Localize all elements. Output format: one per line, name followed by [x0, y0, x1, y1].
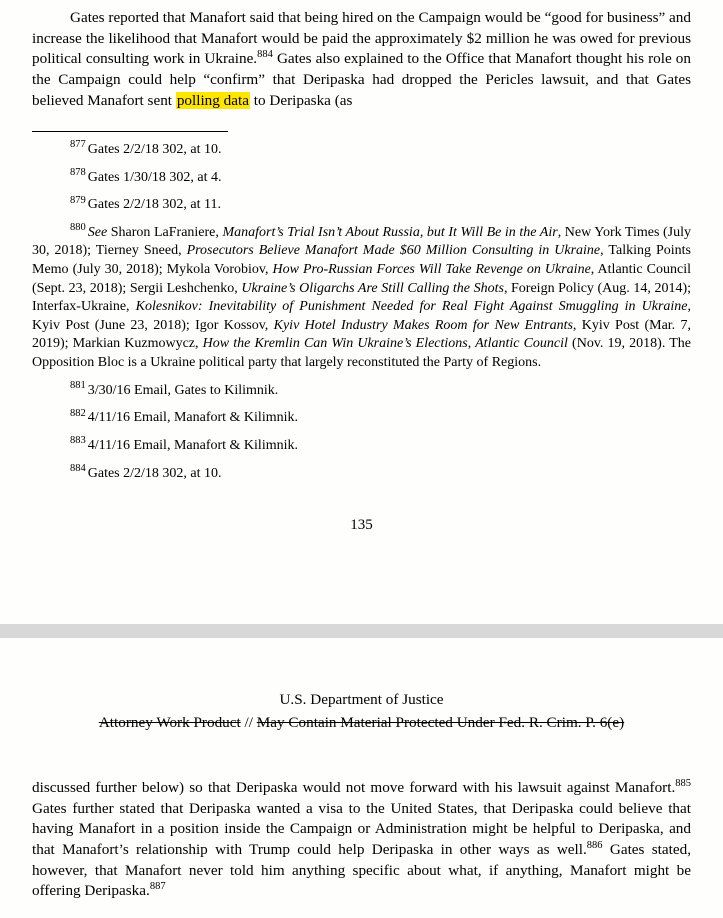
footnote-884 — [32, 462, 691, 484]
footnote-883 — [32, 437, 691, 456]
footnote-text-881: 3/30/16 Email, Gates to Kilimnik. — [87, 382, 279, 398]
paragraph2-text-part-1: discussed further below) so that Deripaska would not move forward with his lawsuit against Manafort. — [32, 779, 676, 796]
footnote-880-segment: (Nov. 19, 2018). The Opposition Bloc is a Ukraine political party that largely reconstituted the Party of Regions. — [32, 336, 691, 371]
paragraph2-text-part-3: Gates stated, however, that Manafort never told him anything specific about what, if anything, Manafort might be offering Deripaska. — [32, 841, 691, 900]
paragraph2-text-part-2: Gates further stated that Deripaska wanted a visa to the United States, that Deripaska could believe that having Manafort in a position inside the Campaign or Administration might be helpful to Deripaska, and that Manafort’s relationship with Trump could help Deripaska in other ways as well. — [32, 799, 691, 859]
footnote-880-segment: , New York Times (July 30, 2018); Tierney Sneed, — [32, 224, 691, 259]
footnote-number-882: 882 — [70, 407, 86, 419]
footnote-880 — [32, 224, 691, 373]
footnote-text-878: Gates 1/30/18 302, at 4. — [87, 169, 222, 185]
doj-header-title: U.S. Department of Justice — [279, 691, 444, 708]
page-1-body-text — [32, 8, 691, 111]
footnote-number-879: 879 — [70, 194, 86, 206]
paragraph-text-part-3: to Deripaska (as — [249, 91, 353, 109]
footnote-882 — [32, 409, 691, 428]
paragraph-deripaska-lawsuit — [32, 778, 691, 902]
paragraph-text-part-2: Gates also explained to the Office that Manafort thought his role on the Campaign could help “confirm” that Deripaska had dropped the Pericles lawsuit, and that Gates believed Manafort sent — [32, 50, 691, 109]
paragraph-manafort-hiring — [32, 8, 691, 111]
footnote-879 — [32, 196, 691, 215]
footnote-number-884: 884 — [70, 462, 86, 474]
footnote-list — [32, 141, 691, 492]
footnote-880-segment: Manafort’s Trial Isn’t About Russia, but It Will Be in the Air — [222, 224, 558, 240]
footnote-880-segment: Sharon LaFraniere, — [107, 224, 223, 240]
footnote-880-segment: How the Kremlin Can Win Ukraine’s Elections, Atlantic Council — [202, 336, 568, 352]
page-number: 135 — [350, 517, 373, 533]
highlighted-text-polling-data: polling data — [176, 91, 249, 109]
doj-header-subtitle — [0, 714, 723, 732]
paragraph-text-part-1: Gates reported that Manafort said that being hired on the Campaign would be “good for business” and increase the likelihood that Manafort would be paid the approximately $2 million he was owed for previous political consulting work in Ukraine. — [32, 9, 691, 68]
footnote-text-882: 4/11/16 Email, Manafort & Kilimnik. — [87, 410, 298, 426]
footnote-880-segment: Ukraine’s Oligarchs Are Still Calling the Shots — [241, 280, 504, 296]
footnote-880-segment: , Foreign Policy (Aug. 14, 2014); Interfax-Ukraine, — [32, 280, 691, 315]
footnote-877 — [32, 141, 691, 160]
footnote-ref-886: 886 — [586, 839, 603, 851]
page-2-body-text — [32, 778, 691, 902]
footnote-text-884: Gates 2/2/18 302, at 10. — [87, 465, 222, 481]
footnote-ref-887: 887 — [149, 881, 166, 893]
header-struck-attorney-work-product: Attorney Work Product — [98, 714, 241, 731]
footnote-text-880 — [32, 225, 691, 370]
footnote-880-segment: , Atlantic Council (Sept. 23, 2018); Sergii Leshchenko, — [32, 262, 692, 296]
footnote-number-881: 881 — [70, 380, 86, 392]
footnote-text-877: Gates 2/2/18 302, at 10. — [87, 142, 222, 157]
footnote-number-877: 877 — [70, 139, 86, 151]
footnote-ref-885: 885 — [675, 777, 691, 789]
header-separator: // — [240, 714, 257, 731]
footnote-880-segment: Kolesnikov: Inevitability of Punishment Needed for Real Fight Against Smuggling in Ukraine — [135, 299, 688, 315]
footnote-number-880: 880 — [70, 222, 86, 234]
footnote-separator-rule — [32, 131, 228, 132]
footnote-880-segment: , Kyiv Post (Mar. 7, 2019); Markian Kuzmowycz, — [32, 317, 692, 352]
footnote-880-segment: How Pro-Russian Forces Will Take Revenge on Ukraine — [272, 262, 591, 278]
footnote-878 — [32, 166, 691, 188]
footnote-880-segment: See — [87, 224, 108, 240]
header-struck-rule-6e: May Contain Material Protected Under Fed. R. Crim. P. 6(e) — [256, 714, 625, 731]
document-page-2 — [0, 638, 723, 918]
footnote-880-segment: , Talking Points Memo (July 30, 2018); Mykola Vorobiov, — [32, 243, 691, 278]
footnote-text-883: 4/11/16 Email, Manafort & Kilimnik. — [87, 437, 298, 453]
footnote-880-segment: Kyiv Hotel Industry Makes Room for New Entrants — [273, 317, 573, 333]
footnote-number-878: 878 — [70, 166, 86, 178]
footnote-text-879: Gates 2/2/18 302, at 11. — [87, 197, 221, 213]
footnote-880-segment: Prosecutors Believe Manafort Made $60 Million Consulting in Ukraine — [186, 243, 601, 259]
footnote-881 — [32, 382, 691, 401]
page-divider — [0, 624, 723, 638]
footnote-880-segment: , Kyiv Post (June 23, 2018); Igor Kossov, — [32, 299, 691, 333]
footnote-number-883: 883 — [70, 435, 86, 447]
footnote-ref-884: 884 — [257, 49, 273, 61]
